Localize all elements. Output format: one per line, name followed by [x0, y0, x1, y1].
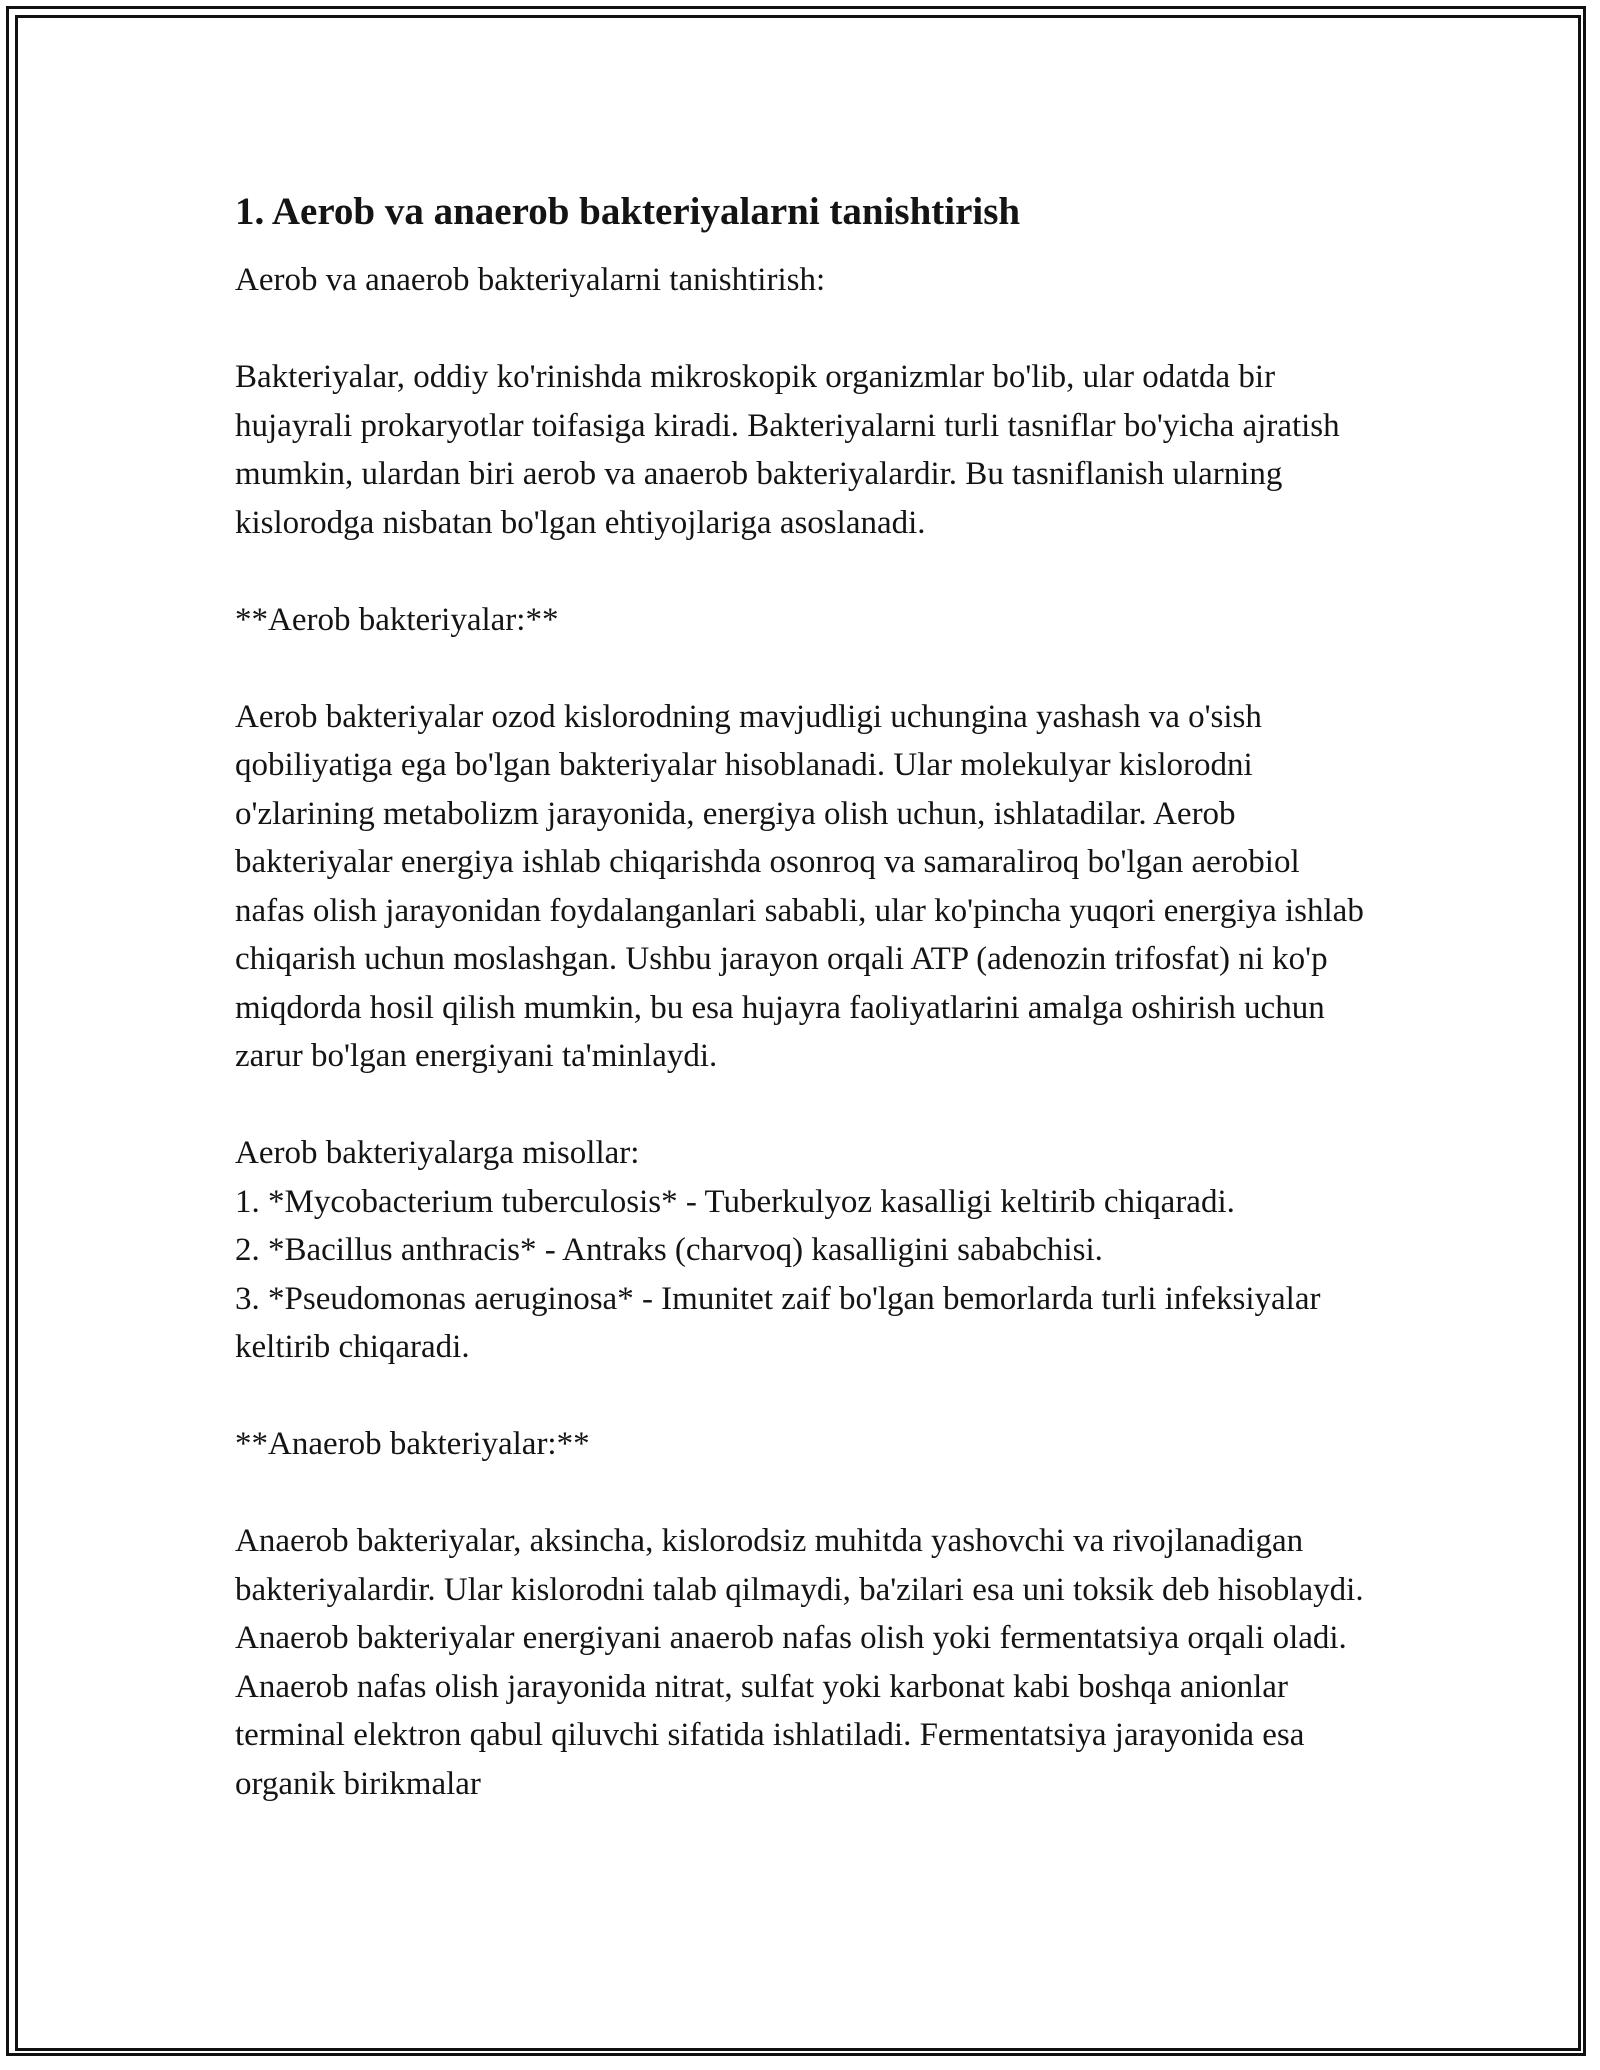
- example-item-1: 1. *Mycobacterium tuberculosis* - Tuberkulyoz kasalligi keltirib chiqaradi.: [235, 1183, 1235, 1220]
- spacer: [235, 547, 1375, 596]
- document-body: [235, 186, 1375, 1808]
- aerob-subheading: **Aerob bakteriyalar:**: [235, 601, 559, 638]
- bacteria-overview-paragraph: Bakteriyalar, oddiy ko'rinishda mikroskopik organizmlar bo'lib, ular odatda bir hujayrali prokaryotlar toifasiga kiradi. Bakteriyalarni turli tasniflar bo'yicha ajratish mumkin, ulardan biri aerob va anaerob bakteriyalardir. Bu tasniflanish ularning kislorodga nisbatan bo'lgan ehtiyojlariga asoslanadi.: [235, 359, 1340, 541]
- intro-paragraph: Aerob va anaerob bakteriyalarni tanishtirish:: [235, 262, 826, 298]
- spacer: [235, 644, 1375, 693]
- anaerob-description-paragraph: Anaerob bakteriyalar, aksincha, kislorodsiz muhitda yashovchi va rivojlanadigan bakteriyalardir. Ular kislorodni talab qilmaydi, ba'zilari esa uni toksik deb hisoblaydi. Anaerob bakteriyalar energiyani anaerob nafas olish yoki fermentatsiya orqali oladi. Anaerob nafas olish jarayonida nitrat, sulfat yoki karbonat kabi boshqa anionlar terminal elektron qabul qiluvchi sifatida ishlatiladi. Fermentatsiya jarayonida esa organik birikmalar: [235, 1523, 1364, 1802]
- spacer: [235, 1469, 1375, 1518]
- example-item-3: 3. *Pseudomonas aeruginosa* - Imunitet zaif bo'lgan bemorlarda turli infeksiyalar keltirib chiqaradi.: [235, 1280, 1321, 1365]
- spacer: [235, 1372, 1375, 1421]
- spacer: [235, 305, 1375, 354]
- example-item-2: 2. *Bacillus anthracis* - Antraks (charvoq) kasalligini sababchisi.: [235, 1232, 1103, 1268]
- anaerob-subheading: **Anaerob bakteriyalar:**: [235, 1426, 590, 1462]
- aerob-description-paragraph: Aerob bakteriyalar ozod kislorodning mavjudligi uchungina yashash va o'sish qobiliyatiga ega bo'lgan bakteriyalar hisoblanadi. Ular molekulyar kislorodni o'zlarining metabolizm jarayonida, energiya olish uchun, ishlatadilar. Aerob bakteriyalar energiya ishlab chiqarishda osonroq va samaraliroq bo'lgan aerobiol nafas olish jarayonidan foydalanganlari sababli, ular ko'pincha yuqori energiya ishlab chiqarish uchun moslashgan. Ushbu jarayon orqali ATP (adenozin trifosfat) ni ko'p miqdorda hosil qilish mumkin, bu esa hujayra faoliyatlarini amalga oshirish uchun zarur bo'lgan energiyani ta'minlaydi.: [235, 698, 1364, 1074]
- spacer: [235, 1081, 1375, 1130]
- section-heading: 1. Aerob va anaerob bakteriyalarni tanishtirish: [235, 190, 1021, 233]
- examples-heading: Aerob bakteriyalarga misollar:: [235, 1135, 640, 1171]
